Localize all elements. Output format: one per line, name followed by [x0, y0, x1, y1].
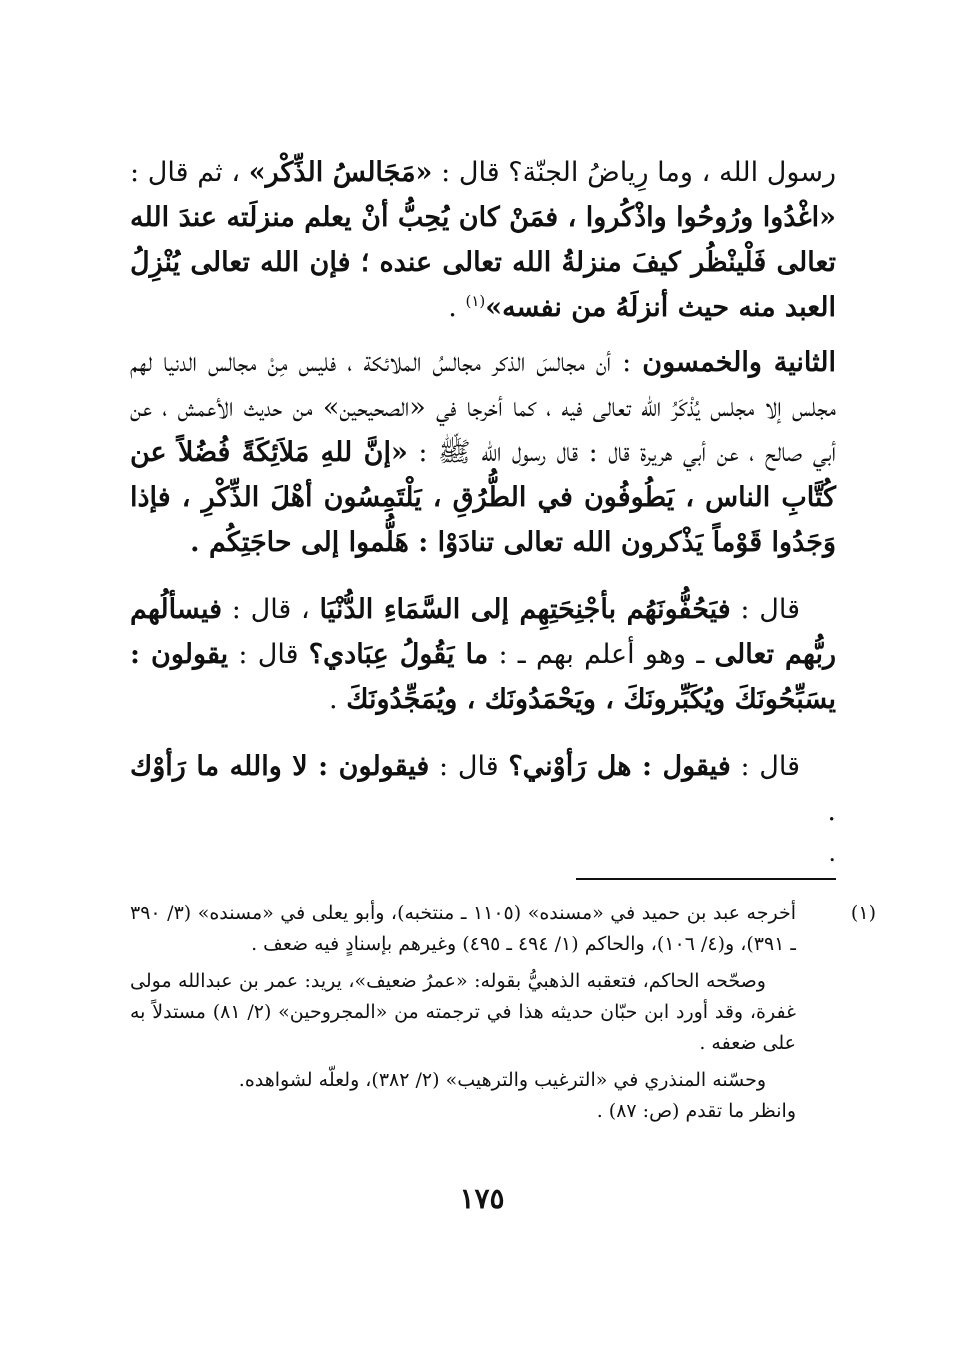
footnote-1-para-2: وصحّحه الحاكم، فتعقبه الذهبيُّ بقوله: «عمرُ ضعيف»، يريد: عمر بن عبدالله مولى غفرة، وقد أورد ابن حبّان حديثه هذا في ترجمته من «المجروحين» (٢/ ٨١) مستدلاً به على ضعفه . — [130, 970, 796, 1054]
hadith-text: فيقولون : لا والله ما رَأوْك — [130, 751, 430, 782]
hadith-text: فيقول : هل رَأوْني؟ — [508, 751, 731, 782]
text: . — [827, 796, 836, 827]
hadith-text: فيسألُهم ربُّهم تعالى — [130, 594, 837, 670]
footnote-number: (١) — [850, 902, 876, 924]
text: ـ وهو أعلم بهم ـ : — [488, 639, 715, 670]
paragraph-3 — [130, 587, 836, 722]
paragraph-4 — [130, 744, 836, 834]
footnote-1 — [130, 898, 876, 960]
text: قال : — [228, 639, 309, 670]
hadith-text: «اغْدُوا ورُوحُوا واذْكُروا ، فمَنْ كان يُحِبُّ أنْ يعلم منزلَته عندَ الله تعالى فَلْينْظُر كيفَ منزلةُ الله تعالى عنده ؛ فإن الله تعالى يُنْزِلُ العبد منه حيث أنزلَهُ من نفسه» — [130, 202, 836, 323]
text: قال : — [730, 594, 800, 625]
footnote-text: أخرجه عبد بن حميد في «مسنده» (١١٠٥ ـ منتخبه)، وأبو يعلى في «مسنده» (٣/ ٣٩٠ ـ ٣٩١)، و(٤/ ١٠٦)، والحاكم (١/ ٤٩٤ ـ ٤٩٥) وغيرهم بإسنادٍ فيه ضعف . — [130, 902, 796, 955]
footnote-1-para-3: وحسّنه المنذري في «الترغيب والترهيب» (٢/ ٣٨٢)، ولعلّه لشواهده. — [238, 1069, 766, 1091]
page-body — [130, 150, 876, 1127]
stray-dot: . — [828, 839, 836, 867]
page-number: ١٧٥ — [459, 1182, 505, 1215]
text: رسول الله ، وما رِياضُ الجنّة؟ قال : — [432, 157, 836, 188]
hadith-text: «مَجَالسُ الذِّكْر» — [248, 157, 433, 188]
hadith-text: ما يَقُولُ عِبَادي؟ — [308, 639, 489, 670]
text: قال : — [730, 751, 801, 782]
text: . — [448, 292, 466, 323]
section-heading: الثانية والخمسون — [642, 347, 837, 378]
footnote-divider — [576, 878, 836, 880]
hadith-text: «إنَّ للهِ مَلاَئِكَةً فُضُلاً عن كُتَّابِ الناس ، يَطُوفُون في الطُّرُقِ ، يَلْتَمِسُون أهْلَ الذِّكْرِ ، فإذا وَجَدُوا قَوْماً يَذْكرون الله تعالى تنادَوْا : هَلُّموا إلى حاجَتِكُم . — [130, 437, 836, 558]
text: . — [329, 684, 347, 715]
text: قال : — [429, 751, 509, 782]
text: ، قال : — [222, 594, 320, 625]
footnote-marker[interactable]: (١) — [465, 292, 486, 310]
text: : أن مجالسَ الذكر مجالسُ الملائكة ، فليس مِنْ مجالس الدنيا لهم مجلس إلا مجلس يُذْكَرُ الله تعالى فيه ، كما أخرجا في «الصحيحين» من حديث الأعمش ، عن أبي صالح ، عن أبي هريرة قال : قال رسول الله ﷺ : — [130, 347, 837, 468]
text: ، ثم قال : — [130, 157, 249, 188]
hadith-text: يقولون : يسَبِّحُونَكَ ويُكَبِّرونَكَ ، ويَحْمَدُونَك ، ويُمَجِّدُونَكَ — [130, 639, 836, 715]
paragraph-2 — [130, 340, 836, 565]
footnote-1-para-4: وانظر ما تقدم (ص: ٨٧) . — [596, 1100, 796, 1122]
paragraph-1 — [130, 150, 836, 330]
hadith-text: فيَحُفُّونَهُم بأجْنِحَتِهِم إلى السَّمَاءِ الدُّنْيَا — [319, 594, 731, 625]
